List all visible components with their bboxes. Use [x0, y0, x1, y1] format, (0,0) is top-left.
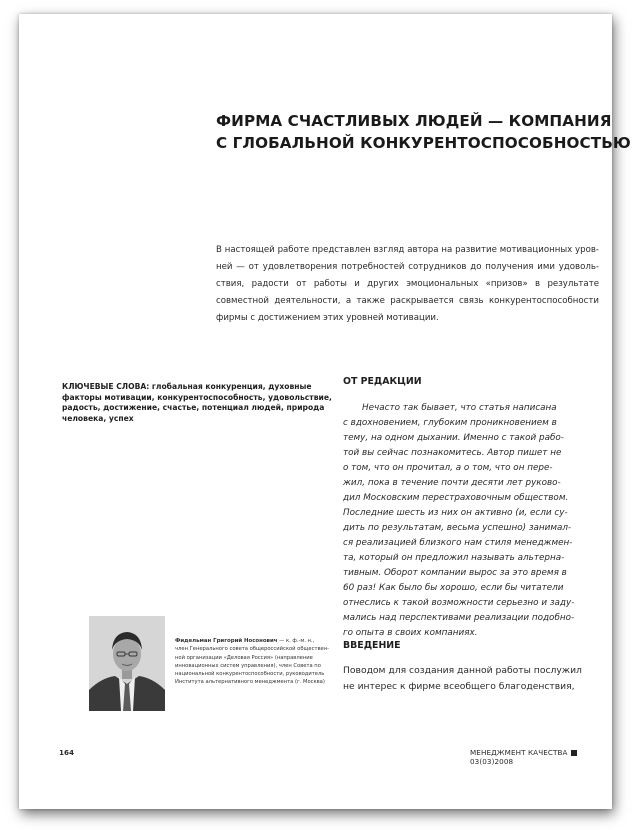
magazine-page [19, 14, 631, 809]
editorial-line: 60 раз! Как было бы хорошо, если бы читатели [343, 583, 564, 593]
author-bio [175, 637, 330, 687]
editorial-line: го опыта в своих компаниях. [343, 628, 478, 638]
editorial-line: та, который он предложил называть альтерна- [343, 553, 565, 563]
author-degree: — к. ф.-м. н., [277, 638, 315, 644]
editorial-line: той вы сейчас познакомитесь. Автор пишет не [343, 448, 562, 458]
editorial-line: с вдохновением, глубоким проникновением в [343, 418, 557, 428]
editorial-line: жил, пока в течение почти десяти лет руково- [343, 478, 561, 488]
editorial-text [343, 401, 606, 641]
author-bio-line: национальной конкурентоспособности, руководитель [175, 671, 325, 678]
title-line: С ГЛОБАЛЬНОЙ КОНКУРЕНТОСПОСОБНОСТЬЮ [216, 134, 631, 152]
editorial-line: ся реализацией близкого нам стиля менеджмен- [343, 538, 573, 548]
abstract-line: ствия, радости от работы и других эмоциональных «призов» в результате [216, 279, 599, 289]
author-heading-line [175, 637, 325, 645]
editorial-line: тивным. Оборот компании вырос за это время в [343, 568, 567, 578]
editorial-line: отнеслись к такой возможности серьезно и заду- [343, 598, 575, 608]
article-abstract [216, 242, 599, 327]
author-portrait-image [89, 616, 165, 711]
keywords-line: КЛЮЧЕВЫЕ СЛОВА: глобальная конкуренция, духовные [62, 382, 312, 391]
editorial-line: о том, что он прочитал, а о том, что он пере- [343, 463, 553, 473]
journal-name: МЕНЕДЖМЕНТ КАЧЕСТВА [470, 748, 568, 757]
abstract-line: ней — от удовлетворения потребностей сотрудников до получения ими удоволь- [216, 262, 599, 272]
editorial-line: тему, на одном дыхании. Именно с такой рабо- [343, 433, 564, 443]
introduction-line: Поводом для создания данной работы послужил [343, 665, 582, 676]
abstract-line: совместной деятельности, а также раскрывается связь конкурентоспособности [216, 296, 599, 306]
author-bio-line: член Генерального совета общероссийской обществен- [175, 646, 330, 653]
keywords-line: человека, успех [62, 413, 134, 423]
author-bio-line: инновационных систем управления), член Совета по [175, 662, 321, 669]
introduction-line: не интерес к фирме всеобщего благоденствия, [343, 680, 575, 692]
journal-issue: 03(03)2008 [470, 757, 514, 766]
editorial-line: дил Московским перестраховочным обществом. [343, 493, 569, 503]
article-title [216, 110, 631, 154]
editorial-line: Нечасто так бывает, что статья написана [362, 403, 557, 413]
abstract-line: В настоящей работе представлен взгляд автора на развитие мотивационных уров- [216, 245, 599, 255]
abstract-line: фирмы с достижением этих уровней мотивации. [216, 313, 439, 323]
journal-footer [470, 748, 612, 766]
author-bio-line: ной организации «Деловая Россия» (направление [175, 654, 313, 661]
square-bullet-icon [571, 750, 577, 756]
editorial-line: дить по результатам, весьма успешно) занимал- [343, 523, 572, 533]
keywords-line: радость, достижение, счастье, потенциал людей, природа [62, 403, 325, 412]
editorial-line: мались над перспективами реализации подобно- [343, 613, 575, 623]
author-photo [89, 616, 165, 711]
author-bio-line: Института альтернативного менеджмента (г. Москва) [175, 679, 325, 686]
introduction-text [343, 663, 606, 694]
keywords-line: факторы мотивации, конкурентоспособность, удовольствие, [62, 392, 332, 402]
introduction-heading: ВВЕДЕНИЕ [343, 640, 401, 651]
editorial-line: Последние шесть из них он активно (и, если су- [343, 508, 568, 518]
author-name: Фидельман Григорий Носонович [175, 638, 278, 644]
editorial-heading: ОТ РЕДАКЦИИ [343, 376, 422, 387]
keywords-block [62, 382, 332, 424]
page-number: 164 [59, 748, 75, 757]
title-line: ФИРМА СЧАСТЛИВЫХ ЛЮДЕЙ — КОМПАНИЯ [216, 112, 612, 130]
